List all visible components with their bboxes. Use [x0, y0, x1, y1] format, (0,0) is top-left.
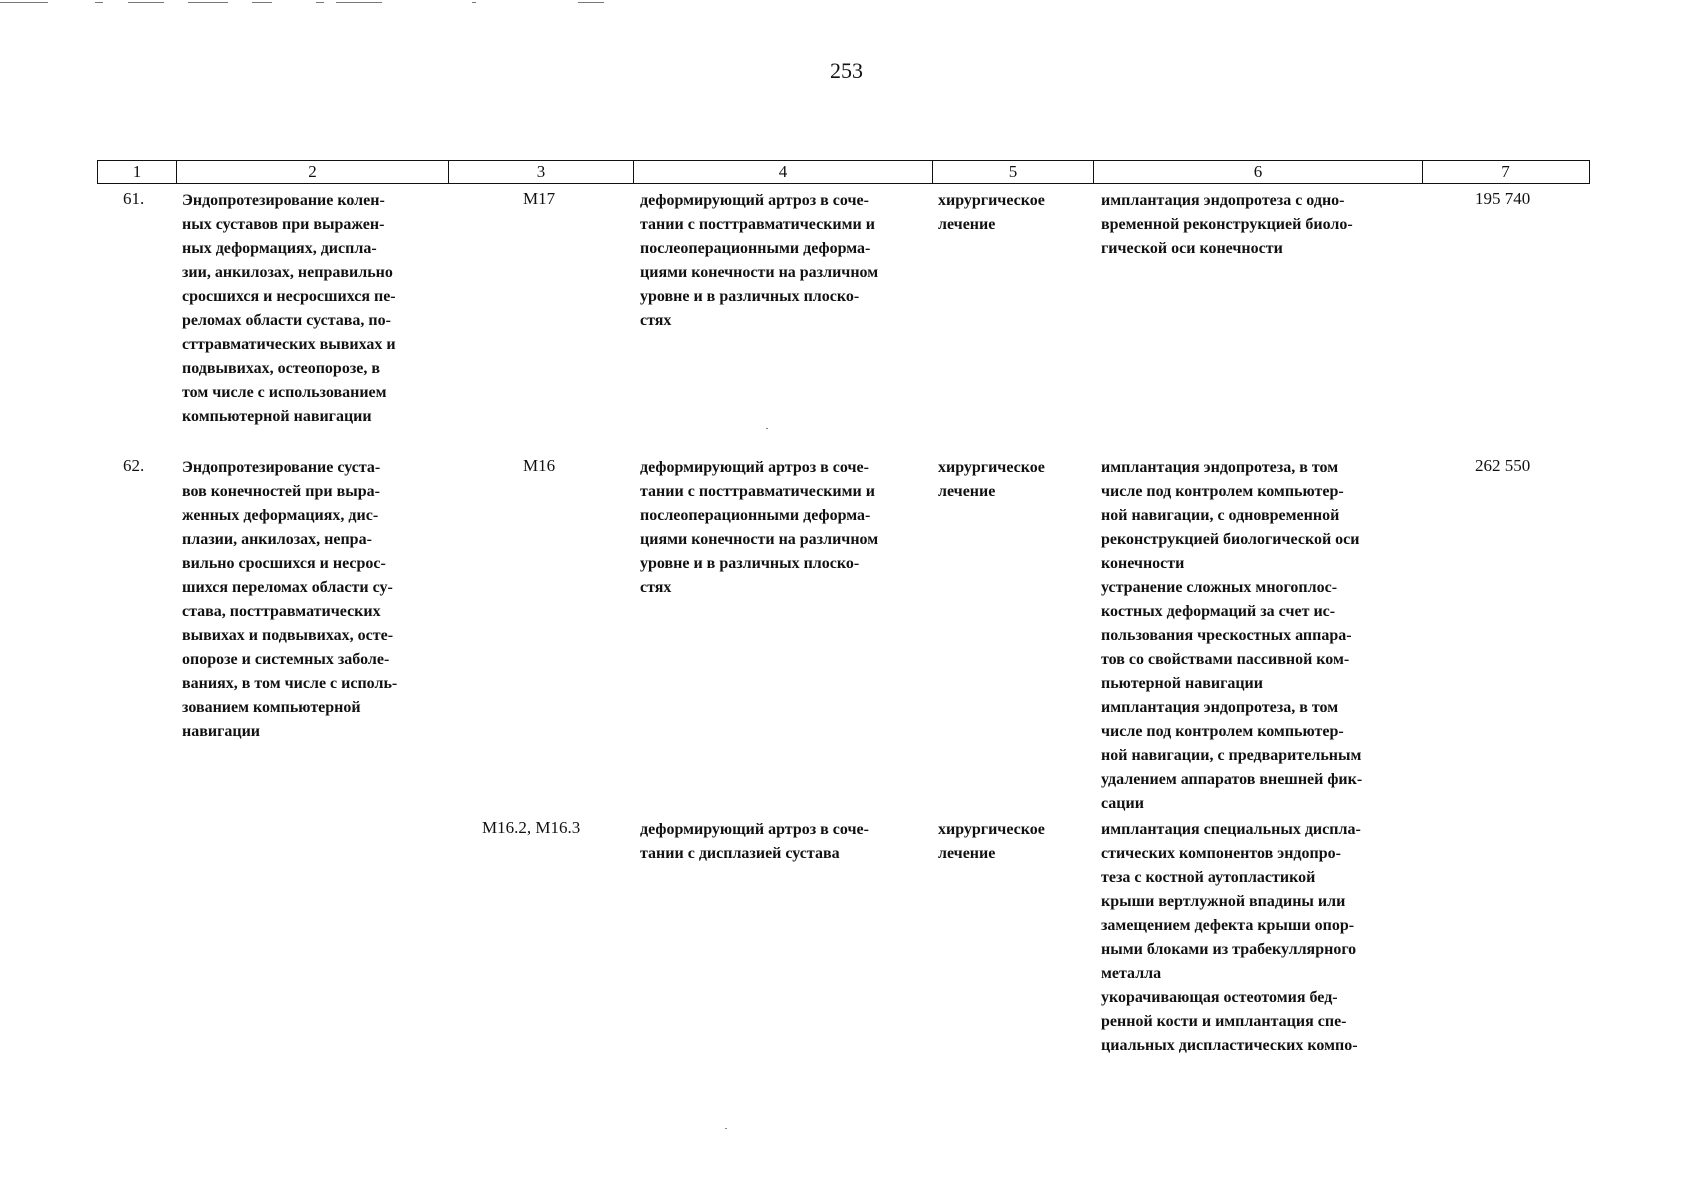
header-col-3: 3 — [448, 161, 633, 183]
header-col-2: 2 — [176, 161, 448, 183]
scan-edge-marks — [0, 2, 620, 4]
treatment-method: имплантация эндопротеза, в том числе под контролем компьютер- ной навигации, с одновременной реконструкцией биологической оси конечности устранение сложных многоплос- костных деформаций за счет ис- пользования чрескостных аппара- тов со свойствами пассивной ком- пьютерной навигации имплантация эндопротеза, в том числе под контролем компьютер- ной навигации, с предварительным удалением аппаратов внешней фик- сации — [1101, 459, 1363, 812]
patient-model: деформирующий артроз в соче- тании с посттравматическими и послеоперационными деформа- циями конечности на различном уровне и в различных плоско- стях — [640, 459, 879, 596]
patient-model: деформирующий артроз в соче- тании с дисплазией сустава — [640, 821, 869, 862]
page-number: 253 — [830, 58, 863, 83]
header-col-4: 4 — [633, 161, 932, 183]
treatment-method: имплантация специальных диспла- стических компонентов эндопро- теза с костной аутопластикой крыши вертлужной впадины или замещением дефекта крыши опор- ными блоками из трабекуллярного металла укорачивающая остеотомия бед- ренной кости и имплантация спе- циальных диспластических компо- — [1101, 821, 1361, 1054]
header-col-7: 7 — [1422, 161, 1588, 183]
treatment-type: хирургическое лечение — [938, 821, 1045, 862]
patient-model: деформирующий артроз в соче- тании с посттравматическими и послеоперационными деформа- циями конечности на различном уровне и в различных плоско- стях — [640, 192, 879, 329]
icd-code: M17 — [523, 189, 556, 208]
price: 262 550 — [1475, 456, 1531, 475]
treatment-method: имплантация эндопротеза с одно- временной реконструкцией биоло- гической оси конечности — [1101, 192, 1353, 257]
scan-speck — [766, 428, 768, 429]
icd-code: M16 — [523, 456, 556, 475]
row-number: 62. — [123, 456, 145, 475]
price: 195 740 — [1475, 189, 1531, 208]
scan-speck — [725, 1128, 727, 1129]
intervention-name: Эндопротезирование суста- вов конечностей при выра- женных деформациях, дис- плазии, анкилозах, непра- вильно сросшихся и несрос- шихся переломах области су- става, посттравматических вывихах и подвывихах, осте- опорозе и системных заболе- ваниях, в том числе с исполь- зованием компьютерной навигации — [182, 459, 398, 740]
icd-code: M16.2, M16.3 — [482, 818, 581, 837]
header-col-5: 5 — [932, 161, 1093, 183]
table-header-row — [97, 160, 1590, 184]
header-col-1: 1 — [132, 162, 142, 181]
treatment-type: хирургическое лечение — [938, 192, 1045, 233]
header-col-6: 6 — [1093, 161, 1422, 183]
row-number: 61. — [123, 189, 145, 208]
treatment-type: хирургическое лечение — [938, 459, 1045, 500]
intervention-name: Эндопротезирование колен- ных суставов при выражен- ных деформациях, диспла- зии, анкилозах, неправильно сросшихся и несросшихся пе- реломах области сустава, по- сттравматических вывихах и подвывихах, остеопорозе, в том числе с использованием компьютерной навигации — [182, 192, 396, 425]
